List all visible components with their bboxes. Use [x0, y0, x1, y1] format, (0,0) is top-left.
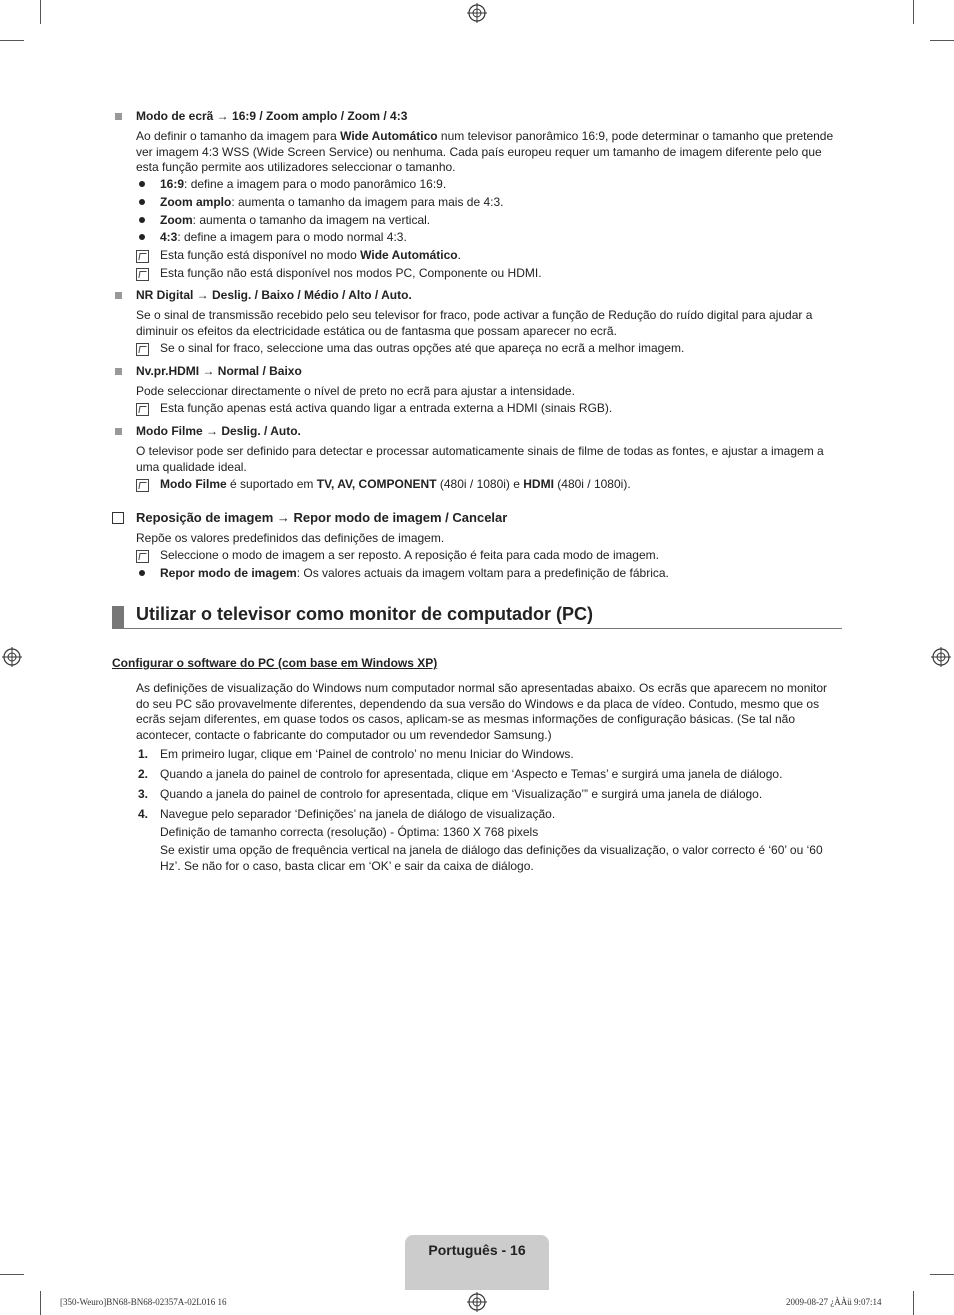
item-heading: NR Digital → Deslig. / Baixo / Médio / Alto / Auto.: [136, 288, 412, 302]
list-item: 16:9: define a imagem para o modo panorâmico 16:9.: [160, 177, 447, 191]
list-item: Repor modo de imagem: Os valores actuais da imagem voltam para a predefinição de fábrica.: [160, 566, 669, 580]
item-paragraph: O televisor pode ser definido para detectar e processar automaticamente sinais de filme de todas as fontes, e ajustar a imagem a uma qualidade ideal.: [136, 444, 824, 474]
note-text: Esta função está disponível no modo Wide Automático.: [160, 248, 461, 262]
step-detail: Se existir uma opção de frequência vertical na janela de diálogo das definições da visualização, o valor correcto é ‘60’ ou ‘60 Hz’. Se não for o caso, basta clicar em ‘OK’ e sair da caixa de diálogo.: [160, 843, 823, 873]
square-bullet-icon: [115, 113, 122, 120]
step-text: Quando a janela do painel de controlo for apresentada, clique em ‘Aspecto e Temas’ e surgirá uma janela de diálogo.: [160, 767, 783, 781]
step-number: 1.: [138, 747, 149, 761]
crop-mark: [913, 1291, 914, 1315]
crop-mark: [913, 0, 914, 24]
item-paragraph: Se o sinal de transmissão recebido pelo seu televisor for fraco, pode activar a função de Redução do ruído digital para ajudar a diminuir os efeitos da electricidade estática ou de fantasma que possam aparecer no ecrã.: [136, 308, 813, 338]
section-divider: [112, 628, 842, 629]
reset-heading: Reposição de imagem → Repor modo de imagem / Cancelar: [136, 510, 508, 525]
bullet-icon: [139, 181, 145, 187]
item-heading: Nv.pr.HDMI → Normal / Baixo: [136, 364, 302, 378]
step-number: 4.: [138, 807, 149, 821]
crop-mark: [40, 0, 41, 24]
note-text: Esta função apenas está activa quando ligar a entrada externa a HDMI (sinais RGB).: [160, 401, 613, 415]
section-title: Utilizar o televisor como monitor de computador (PC): [136, 604, 594, 624]
list-item: Zoom amplo: aumenta o tamanho da imagem para mais de 4:3.: [160, 195, 504, 209]
subsection-title: Configurar o software do PC (com base em Windows XP): [112, 656, 438, 670]
bullet-icon: [139, 234, 145, 240]
crop-mark: [930, 1274, 954, 1275]
note-icon: [136, 479, 149, 492]
note-icon: [136, 343, 149, 356]
square-bullet-icon: [115, 368, 122, 375]
registration-mark-icon: [467, 3, 487, 23]
step-text: Quando a janela do painel de controlo for apresentada, clique em ‘Visualização’” e surgirá uma janela de diálogo.: [160, 787, 763, 801]
step-number: 2.: [138, 767, 149, 781]
page-number: Português - 16: [428, 1242, 526, 1258]
note-text: Modo Filme é suportado em TV, AV, COMPONENT (480i / 1080i) e HDMI (480i / 1080i).: [160, 477, 631, 491]
list-item: 4:3: define a imagem para o modo normal 4:3.: [160, 230, 407, 244]
imprint-left: [350-Weuro]BN68-BN68-02357A-02L016 16: [60, 1297, 227, 1307]
square-bullet-icon: [115, 428, 122, 435]
reset-paragraph: Repõe os valores predefinidos das definições de imagem.: [136, 531, 445, 545]
note-text: Seleccione o modo de imagem a ser reposto. A reposição é feita para cada modo de imagem.: [160, 548, 659, 562]
step-text: Navegue pelo separador ‘Definições’ na janela de diálogo de visualização.: [160, 807, 556, 821]
step-number: 3.: [138, 787, 149, 801]
section-marker: [112, 606, 124, 628]
registration-mark-icon: [467, 1292, 487, 1312]
step-detail: Definição de tamanho correcta (resolução) - Óptima: 1360 X 768 pixels: [160, 825, 539, 839]
crop-mark: [40, 1291, 41, 1315]
registration-mark-icon: [931, 647, 951, 667]
note-text: Esta função não está disponível nos modos PC, Componente ou HDMI.: [160, 266, 542, 280]
note-icon: [136, 250, 149, 263]
registration-mark-icon: [2, 647, 22, 667]
square-bullet-icon: [115, 292, 122, 299]
crop-mark: [0, 1274, 24, 1275]
intro-paragraph: As definições de visualização do Windows num computador normal são apresentadas abaixo. Os ecrãs que aparecem no monitor do seu PC são provavelmente diferentes, dependendo da sua versão do Windows e da placa de vídeo. Contudo, mesmo que os ecrãs sejam diferentes, em quase todos os casos, aplicam-se as mesmas informações de configuração básicas. (Se tal não acontecer, contacte o fabricante do computador ou um revendedor Samsung.): [136, 681, 828, 742]
bullet-icon: [139, 199, 145, 205]
item-heading: Modo Filme → Deslig. / Auto.: [136, 424, 301, 438]
list-item: Zoom: aumenta o tamanho da imagem na vertical.: [160, 213, 431, 227]
note-icon: [136, 550, 149, 563]
crop-mark: [930, 40, 954, 41]
bullet-icon: [139, 217, 145, 223]
note-icon: [136, 403, 149, 416]
note-icon: [136, 268, 149, 281]
imprint-right: 2009-08-27 ¿ÀÀü 9:07:14: [786, 1297, 882, 1307]
bullet-icon: [139, 570, 145, 576]
item-heading: Modo de ecrã → 16:9 / Zoom amplo / Zoom / 4:3: [136, 109, 408, 123]
checkbox-bullet-icon: [112, 512, 124, 524]
item-paragraph: Pode seleccionar directamente o nível de preto no ecrã para ajustar a intensidade.: [136, 384, 575, 398]
step-text: Em primeiro lugar, clique em ‘Painel de controlo’ no menu Iniciar do Windows.: [160, 747, 574, 761]
item-paragraph: Ao definir o tamanho da imagem para Wide Automático num televisor panorâmico 16:9, pode determinar o tamanho que pretende ver imagem 4:3 WSS (Wide Screen Service) ou nenhuma. Cada país europeu requer um tamanho de imagem diferente pelo que esta função permite aos utilizadores seleccionar o tamanho.: [136, 129, 834, 174]
crop-mark: [0, 40, 24, 41]
note-text: Se o sinal for fraco, seleccione uma das outras opções até que apareça no ecrã a melhor imagem.: [160, 341, 685, 355]
